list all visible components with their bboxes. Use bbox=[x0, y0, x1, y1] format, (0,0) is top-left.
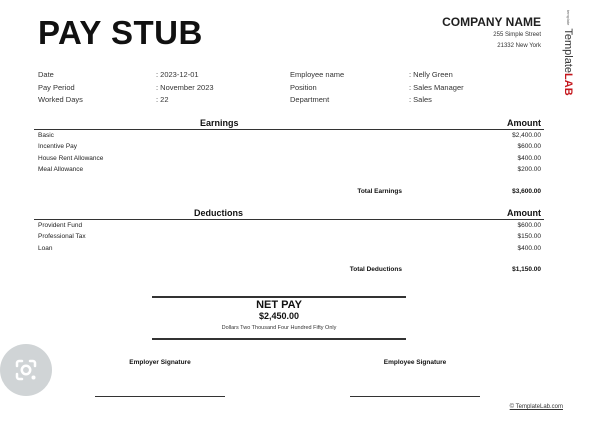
page-title: PAY STUB bbox=[38, 14, 203, 51]
info-label: Date bbox=[38, 70, 54, 79]
list-item: Loan bbox=[38, 244, 53, 252]
deductions-amounts bbox=[518, 220, 542, 254]
earnings-divider bbox=[34, 129, 544, 130]
worked-days-value: : 22 bbox=[156, 95, 169, 104]
amount-value: $600.00 bbox=[517, 143, 541, 151]
info-label: Worked Days bbox=[38, 95, 83, 104]
employee-name-value: : Nelly Green bbox=[409, 70, 453, 79]
date-value: : 2023-12-01 bbox=[156, 70, 199, 79]
info-left-labels bbox=[38, 69, 83, 107]
info-right-labels bbox=[290, 69, 344, 107]
company-address-line2: 21332 New York bbox=[497, 43, 541, 49]
net-pay-block bbox=[152, 299, 406, 331]
position-value: : Sales Manager bbox=[409, 82, 464, 92]
employee-signature-line bbox=[350, 396, 480, 397]
templatelab-logo bbox=[560, 10, 574, 96]
deductions-divider bbox=[34, 219, 544, 220]
list-item: Basic bbox=[38, 132, 54, 139]
earnings-amount-heading: Amount bbox=[507, 118, 541, 128]
amount-value: $600.00 bbox=[517, 222, 541, 229]
brand-lab: LAB bbox=[562, 73, 574, 96]
company-name: COMPANY NAME bbox=[442, 15, 541, 29]
brand-prefix: template bbox=[566, 10, 571, 26]
list-item: Professional Tax bbox=[38, 233, 86, 241]
list-item: Meal Allowance bbox=[38, 165, 84, 173]
employee-signature-label: Employee Signature bbox=[383, 359, 447, 366]
deductions-heading: Deductions bbox=[194, 208, 244, 218]
info-left-values bbox=[156, 69, 214, 107]
total-deductions-label: Total Deductions bbox=[349, 266, 402, 273]
net-pay-bottom-rule bbox=[152, 338, 406, 340]
net-pay-amount: $2,450.00 bbox=[258, 311, 300, 321]
earnings-heading: Earnings bbox=[200, 118, 239, 128]
amount-value: $2,400.00 bbox=[512, 132, 541, 139]
info-label: Department bbox=[290, 95, 330, 104]
list-item: Incentive Pay bbox=[38, 143, 78, 151]
employer-signature-line bbox=[95, 396, 225, 397]
amount-value: $400.00 bbox=[517, 244, 541, 252]
deductions-amount-heading: Amount bbox=[507, 208, 541, 218]
amount-value: $150.00 bbox=[517, 233, 541, 241]
amount-value: $400.00 bbox=[517, 154, 541, 162]
total-deductions-value: $1,150.00 bbox=[512, 266, 541, 273]
department-value: : Sales bbox=[409, 95, 432, 104]
company-address-line1: 255 Simple Street bbox=[493, 32, 541, 38]
total-earnings-label: Total Earnings bbox=[357, 188, 402, 195]
list-item: House Rent Allowance bbox=[38, 154, 104, 162]
net-pay-words: Dollars Two Thousand Four Hundred Fifty Only bbox=[221, 325, 337, 331]
info-label: Position bbox=[290, 82, 317, 92]
info-label: Pay Period bbox=[38, 82, 75, 92]
employer-signature-label: Employer Signature bbox=[129, 359, 191, 366]
google-lens-icon bbox=[13, 357, 39, 383]
templatelab-link[interactable]: © TemplateLab.com bbox=[509, 404, 563, 410]
amount-value: $200.00 bbox=[517, 165, 541, 173]
list-item: Provident Fund bbox=[38, 222, 83, 229]
deductions-list bbox=[38, 220, 86, 254]
net-pay-title: NET PAY bbox=[256, 299, 302, 311]
earnings-list bbox=[38, 130, 103, 175]
google-lens-button[interactable] bbox=[0, 344, 52, 396]
earnings-amounts bbox=[512, 130, 541, 175]
info-right-values bbox=[409, 69, 464, 107]
company-block bbox=[442, 15, 541, 51]
total-earnings-value: $3,600.00 bbox=[512, 188, 541, 195]
net-pay-top-rule bbox=[152, 296, 406, 298]
pay-period-value: : November 2023 bbox=[156, 82, 214, 92]
info-label: Employee name bbox=[290, 70, 345, 79]
brand-name: Template bbox=[562, 28, 574, 74]
